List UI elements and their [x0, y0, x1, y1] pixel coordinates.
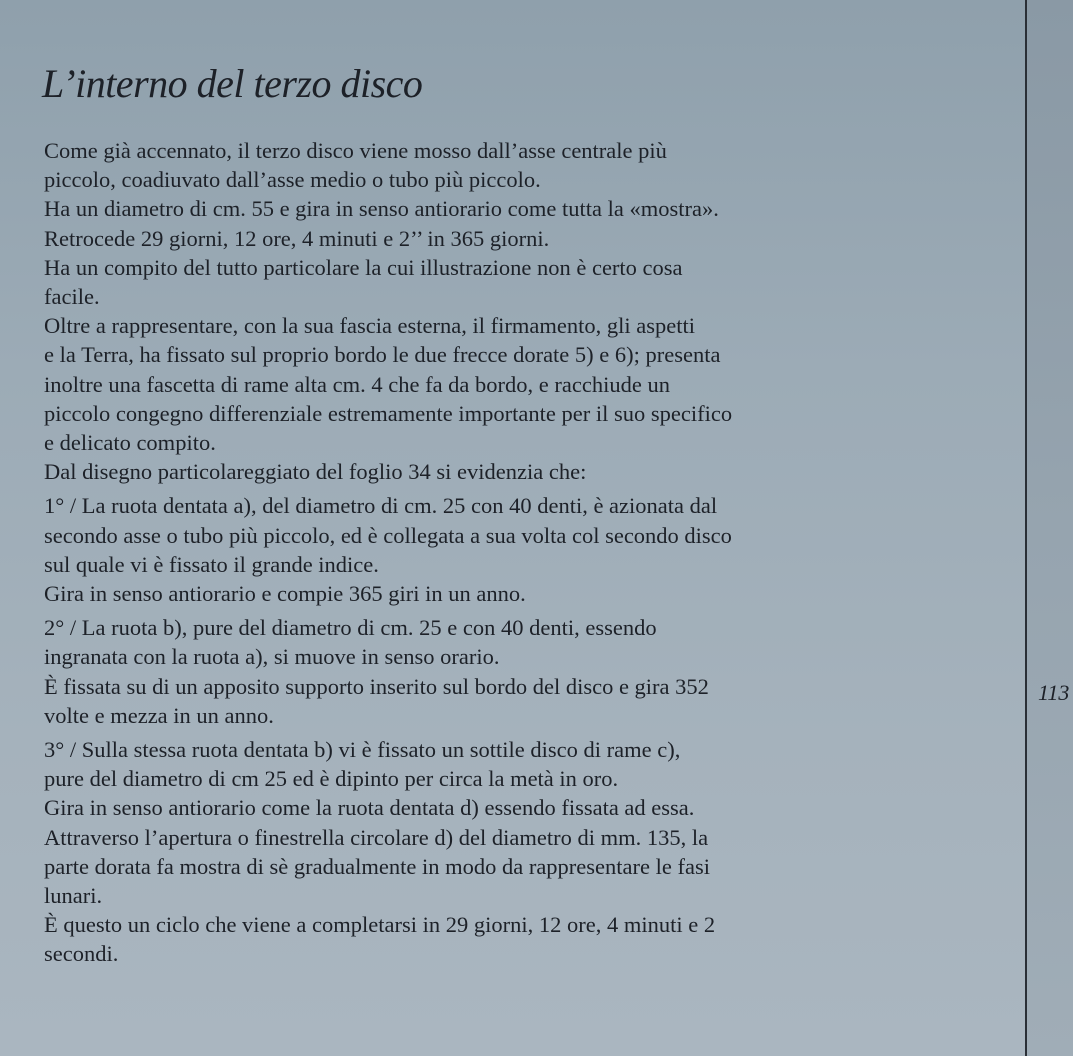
text-line: 2° / La ruota b), pure del diametro di cm. 25 e con 40 denti, essendo [44, 615, 657, 641]
text-line: Dal disegno particolareggiato del foglio 34 si evidenzia che: [44, 459, 587, 485]
text-line: Ha un compito del tutto particolare la cui illustrazione non è certo cosa [44, 254, 683, 280]
text-line: sul quale vi è fissato il grande indice. [44, 551, 379, 577]
text-line: Come già accennato, il terzo disco viene mosso dall’asse centrale più [44, 138, 667, 163]
page-number: 113 [1038, 680, 1070, 705]
text-line: piccolo, coadiuvato dall’asse medio o tubo più piccolo. [44, 167, 541, 193]
text-line: Oltre a rappresentare, con la sua fascia esterna, il firmamento, gli aspetti [44, 313, 695, 339]
text-line: 1° / La ruota dentata a), del diametro di cm. 25 con 40 denti, è azionata dal [44, 493, 718, 519]
body-text [44, 136, 944, 969]
text-line: Retrocede 29 giorni, 12 ore, 4 minuti e 2’’ in 365 giorni. [44, 225, 550, 251]
text-line: È questo un ciclo che viene a completarsi in 29 giorni, 12 ore, 4 minuti e 2 [44, 912, 716, 938]
text-line: e la Terra, ha fissato sul proprio bordo le due frecce dorate 5) e 6); presenta [44, 342, 721, 368]
adjacent-page-margin [1027, 0, 1073, 1056]
text-line: Gira in senso antiorario e compie 365 giri in un anno. [44, 581, 526, 607]
text-line: ingranata con la ruota a), si muove in senso orario. [44, 644, 500, 670]
section-title: L’interno del terzo disco [42, 61, 423, 106]
text-line: secondo asse o tubo più piccolo, ed è collegata a sua volta col secondo disco [44, 522, 732, 548]
text-line: secondi. [44, 941, 119, 967]
text-line: È fissata su di un apposito supporto inserito sul bordo del disco e gira 352 [44, 673, 709, 699]
text-line: Ha un diametro di cm. 55 e gira in senso antiorario come tutta la «mostra». [44, 196, 719, 222]
text-line: Attraverso l’apertura o finestrella circolare d) del diametro di mm. 135, la [44, 824, 709, 850]
text-line: inoltre una fascetta di rame alta cm. 4 che fa da bordo, e racchiude un [44, 371, 670, 397]
text-line: lunari. [44, 883, 103, 909]
text-line: 3° / Sulla stessa ruota dentata b) vi è fissato un sottile disco di rame c), [44, 737, 681, 763]
text-line: volte e mezza in un anno. [44, 702, 274, 728]
text-line: Gira in senso antiorario come la ruota dentata d) essendo fissata ad essa. [44, 795, 695, 821]
text-line: facile. [44, 284, 100, 310]
text-line: piccolo congegno differenziale estremamente importante per il suo specifico [44, 400, 733, 426]
text-line: e delicato compito. [44, 430, 216, 456]
text-line: parte dorata fa mostra di sè gradualmente in modo da rappresentare le fasi [44, 853, 710, 879]
text-line: pure del diametro di cm 25 ed è dipinto per circa la metà in oro. [44, 766, 619, 792]
